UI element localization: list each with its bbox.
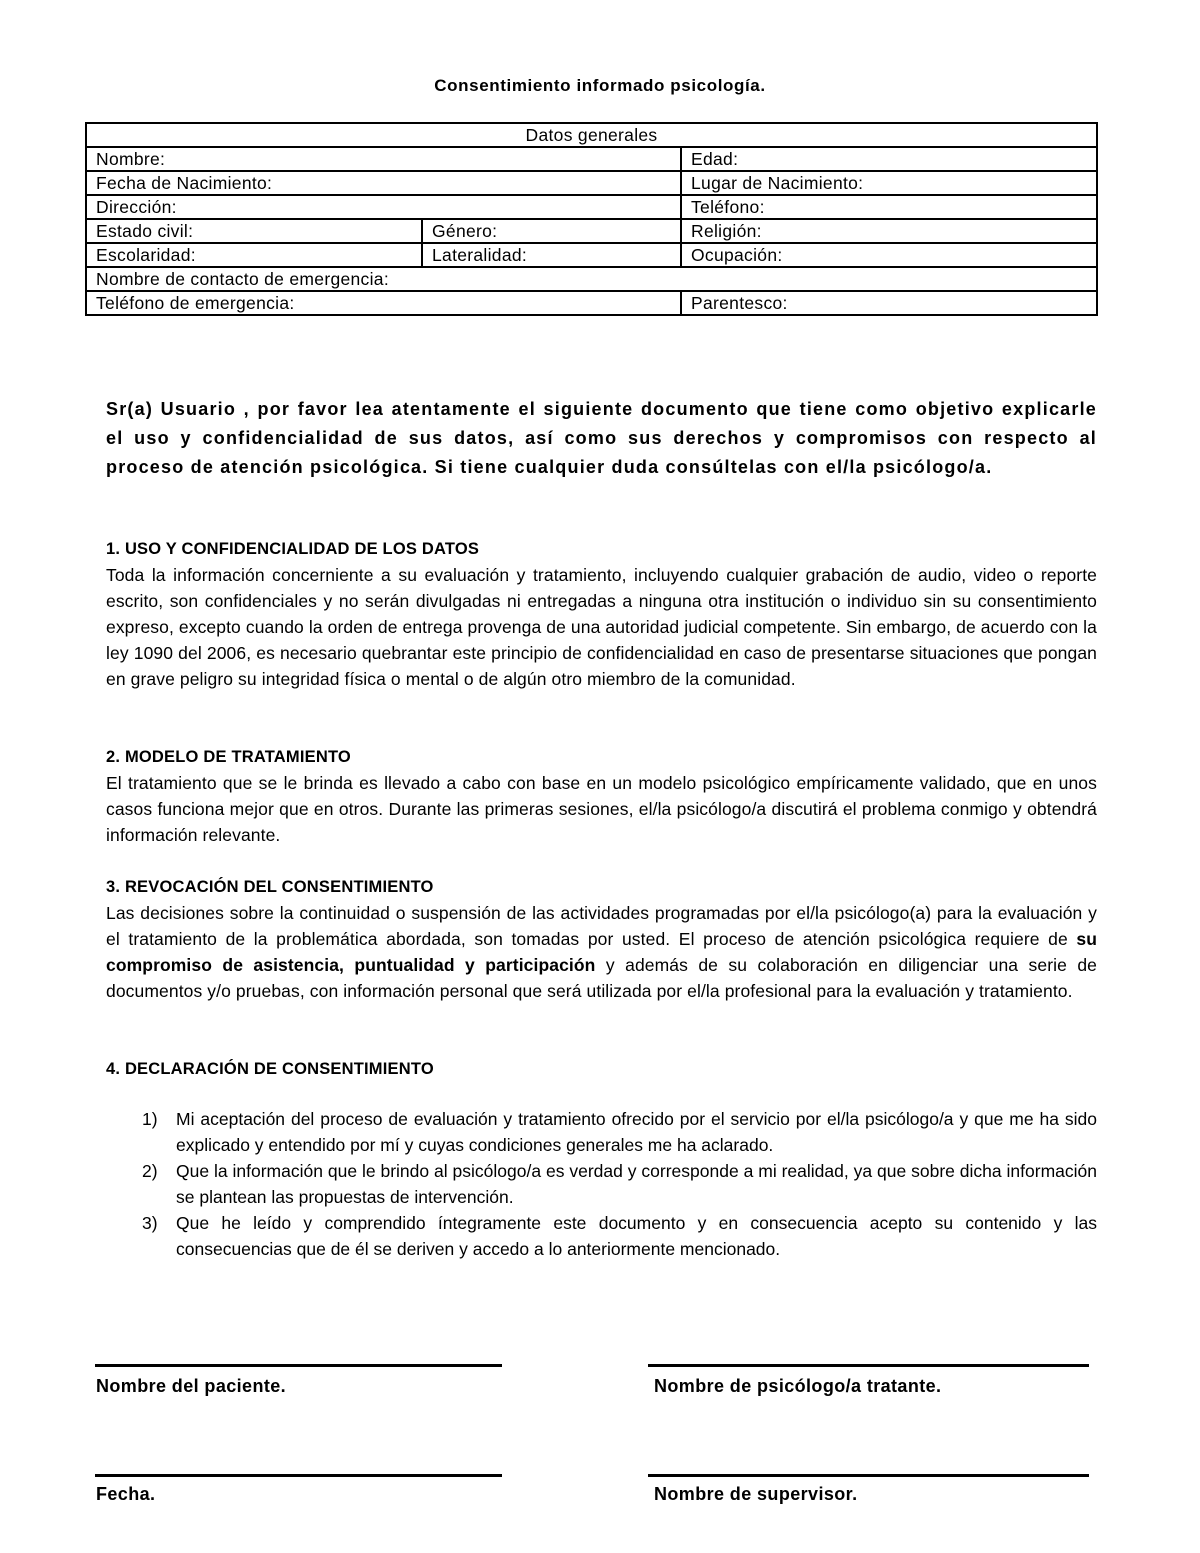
signature-label-supervisor: Nombre de supervisor.: [654, 1484, 858, 1504]
section-text-bold: su compromiso de asistencia, puntualidad y participación: [106, 929, 1097, 975]
field-telefono-emergencia[interactable]: Teléfono de emergencia:: [86, 291, 681, 315]
signature-label-paciente: Nombre del paciente.: [96, 1376, 287, 1396]
list-item: [106, 1210, 1097, 1262]
list-item-number: 3): [142, 1213, 158, 1233]
section-declaracion: [106, 1056, 1097, 1082]
section-revocacion: [106, 874, 1097, 1004]
list-item: [106, 1158, 1097, 1210]
intro-paragraph: Sr(a) Usuario , por favor lea atentamente el siguiente documento que tiene como objetivo explicarle el uso y confidencialidad de sus datos, así como sus derechos y compromisos con respecto al proceso de atención psicológica. Si tiene cualquier duda consúltelas con el/la psicólogo/a.: [106, 399, 1097, 477]
field-genero[interactable]: Género:: [422, 219, 681, 243]
list-item-text: Que he leído y comprendido íntegramente este documento y en consecuencia acepto su contenido y las consecuencias que de él se deriven y accedo a lo anteriormente mencionado.: [176, 1213, 1097, 1259]
section-text-b: y además de su colaboración en diligenciar una serie de documentos y/o pruebas, con información personal que será utilizada por el/la profesional para la evaluación y tratamiento.: [106, 955, 1097, 1001]
signature-line-supervisor[interactable]: [648, 1474, 1089, 1477]
signature-line-psicologo[interactable]: [648, 1364, 1089, 1367]
section-heading: 2. MODELO DE TRATAMIENTO: [106, 748, 351, 766]
section-uso-confidencialidad: [106, 536, 1097, 692]
list-item: [106, 1106, 1097, 1158]
section-heading: 4. DECLARACIÓN DE CONSENTIMIENTO: [106, 1060, 434, 1078]
section-text: El tratamiento que se le brinda es llevado a cabo con base en un modelo psicológico empíricamente validado, que en unos casos funciona mejor que en otros. Durante las primeras sesiones, el/la psicólogo/a discutirá el problema conmigo y obtendrá información relevante.: [106, 773, 1097, 845]
declaration-list: [106, 1106, 1097, 1262]
signature-label-psicologo: Nombre de psicólogo/a tratante.: [654, 1376, 942, 1396]
field-ocupacion[interactable]: Ocupación:: [681, 243, 1097, 267]
table-header: Datos generales: [86, 123, 1097, 147]
section-heading: 1. USO Y CONFIDENCIALIDAD DE LOS DATOS: [106, 540, 480, 558]
field-lateralidad[interactable]: Lateralidad:: [422, 243, 681, 267]
list-item-text: Mi aceptación del proceso de evaluación y tratamiento ofrecido por el servicio por el/la psicólogo/a y que me ha sido explicado y entendido por mí y cuyas condiciones generales me ha aclarado.: [176, 1109, 1097, 1155]
signature-line-paciente[interactable]: [95, 1364, 502, 1367]
field-edad[interactable]: Edad:: [681, 147, 1097, 171]
document-title: Consentimiento informado psicología.: [434, 76, 766, 95]
general-data-table: [85, 122, 1098, 316]
field-lugar-nacimiento[interactable]: Lugar de Nacimiento:: [681, 171, 1097, 195]
field-religion[interactable]: Religión:: [681, 219, 1097, 243]
field-direccion[interactable]: Dirección:: [86, 195, 681, 219]
section-text-a: Las decisiones sobre la continuidad o suspensión de las actividades programadas por el/la psicólogo(a) para la evaluación y el tratamiento de la problemática abordada, son tomadas por usted. El proceso de atención psicológica requiere de: [106, 903, 1097, 949]
list-item-number: 1): [142, 1109, 158, 1129]
field-estado-civil[interactable]: Estado civil:: [86, 219, 422, 243]
list-item-number: 2): [142, 1161, 158, 1181]
section-text: Toda la información concerniente a su evaluación y tratamiento, incluyendo cualquier grabación de audio, video o reporte escrito, son confidenciales y no serán divulgadas ni entregadas a ninguna otra institución o individuo sin su consentimiento expreso, excepto cuando la orden de entrega provenga de una autoridad judicial competente. Sin embargo, de acuerdo con la ley 1090 del 2006, es necesario quebrantar este principio de confidencialidad en caso de presentarse situaciones que pongan en grave peligro su integridad física o mental o de algún otro miembro de la comunidad.: [106, 565, 1097, 689]
field-escolaridad[interactable]: Escolaridad:: [86, 243, 422, 267]
field-parentesco[interactable]: Parentesco:: [681, 291, 1097, 315]
signature-label-fecha: Fecha.: [96, 1484, 156, 1504]
field-telefono[interactable]: Teléfono:: [681, 195, 1097, 219]
field-contacto-emergencia[interactable]: Nombre de contacto de emergencia:: [86, 267, 1097, 291]
signature-line-fecha[interactable]: [95, 1474, 502, 1477]
field-fecha-nacimiento[interactable]: Fecha de Nacimiento:: [86, 171, 681, 195]
section-heading: 3. REVOCACIÓN DEL CONSENTIMIENTO: [106, 878, 434, 896]
list-item-text: Que la información que le brindo al psicólogo/a es verdad y corresponde a mi realidad, ya que sobre dicha información se plantean las propuestas de intervención.: [176, 1161, 1097, 1207]
section-modelo-tratamiento: [106, 744, 1097, 848]
field-nombre[interactable]: Nombre:: [86, 147, 681, 171]
